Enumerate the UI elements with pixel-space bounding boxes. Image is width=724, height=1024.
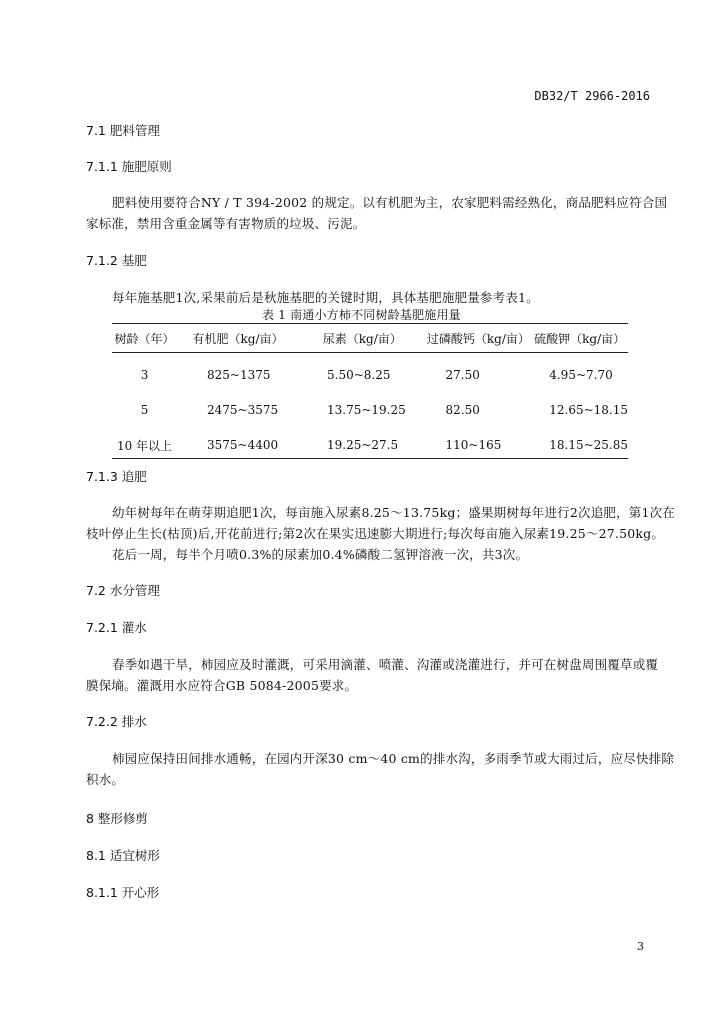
table-header-cell: 过磷酸钙（kg/亩） [426,324,532,353]
paragraph-line: 幼年树每年在萌芽期追肥1次，每亩施入尿素8.25～13.75kg；盛果期树每年进行2次追肥，第1次在 [112,505,676,520]
heading-7-2-2: 7.2.2 排水 [86,714,147,729]
heading-7-1-2: 7.1.2 基肥 [86,253,147,268]
table-row [112,397,628,423]
document-number: DB32/T 2966-2016 [534,89,650,103]
heading-7-1: 7.1 肥料管理 [86,123,160,138]
table-cell: 5 [140,403,149,417]
paragraph-line: 膜保墒。灌溉用水应符合GB 5084-2005要求。 [86,678,358,693]
table-cell: 2475~3575 [207,403,279,417]
paragraph-line: 家标准，禁用含重金属等有害物质的垃圾、污泥。 [86,216,366,231]
table-cell: 4.95~7.70 [549,368,613,382]
heading-7-2: 7.2 水分管理 [86,583,160,598]
paragraph-line: 花后一周，每半个月喷0.3%的尿素加0.4%磷酸二氢钾溶液一次，共3次。 [112,547,529,562]
table-cell: 5.50~8.25 [327,368,391,382]
table-cell: 825~1375 [207,368,271,382]
table-cell: 19.25~27.5 [299,432,426,459]
table-cell: 82.50 [445,403,480,417]
table-header-cell: 有机肥（kg/亩） [177,324,299,353]
paragraph-line: 每年施基肥1次,采果前后是秋施基肥的关键时期，具体基肥施肥量参考表1。 [112,290,539,305]
table-cell: 18.15~25.85 [531,432,628,459]
table-row [112,362,628,388]
paragraph-line: 枝叶停止生长(枯顶)后,开花前进行;第2次在果实迅速膨大期进行;每次每亩施入尿素19.25～27.50kg。 [86,526,665,541]
table-cell: 110~165 [426,432,532,459]
heading-7-2-1: 7.2.1 灌水 [86,620,147,635]
table-cell: 13.75~19.25 [327,403,406,417]
table-cell: 3575~4400 [177,432,299,459]
heading-8-1-1: 8.1.1 开心形 [86,885,160,900]
table-row [112,432,628,459]
fertilizer-table [112,323,628,459]
heading-8: 8 整形修剪 [86,811,148,826]
table-cell: 3 [140,368,149,382]
paragraph-line: 柿园应保持田间排水通畅，在园内开深30 cm～40 cm的排水沟，多雨季节或大雨过后，应尽快排除 [112,751,675,766]
table-caption: 表 1 南通小方柿不同树龄基肥施用量 [262,308,461,322]
table-header-cell: 尿素（kg/亩） [299,324,426,353]
table-cell: 27.50 [445,368,480,382]
heading-7-1-3: 7.1.3 追肥 [86,469,147,484]
heading-8-1: 8.1 适宜树形 [86,848,160,863]
table-header-cell: 树龄（年） [112,324,177,353]
paragraph-line: 肥料使用要符合NY / T 394-2002 的规定。以有机肥为主，农家肥料需经熟化，商品肥料应符合国 [112,195,668,210]
page-number: 3 [637,940,644,953]
table-header-cell: 硫酸钾（kg/亩） [531,324,628,353]
paragraph-line: 积水。 [86,772,125,787]
paragraph-line: 春季如遇干旱，柿园应及时灌溉，可采用滴灌、喷灌、沟灌或浇灌进行，并可在树盘周围覆草或覆 [112,657,659,672]
table-header-row [112,324,628,353]
table-cell: 10 年以上 [112,432,177,459]
heading-7-1-1: 7.1.1 施肥原则 [86,159,172,174]
table-cell: 12.65~18.15 [549,403,628,417]
